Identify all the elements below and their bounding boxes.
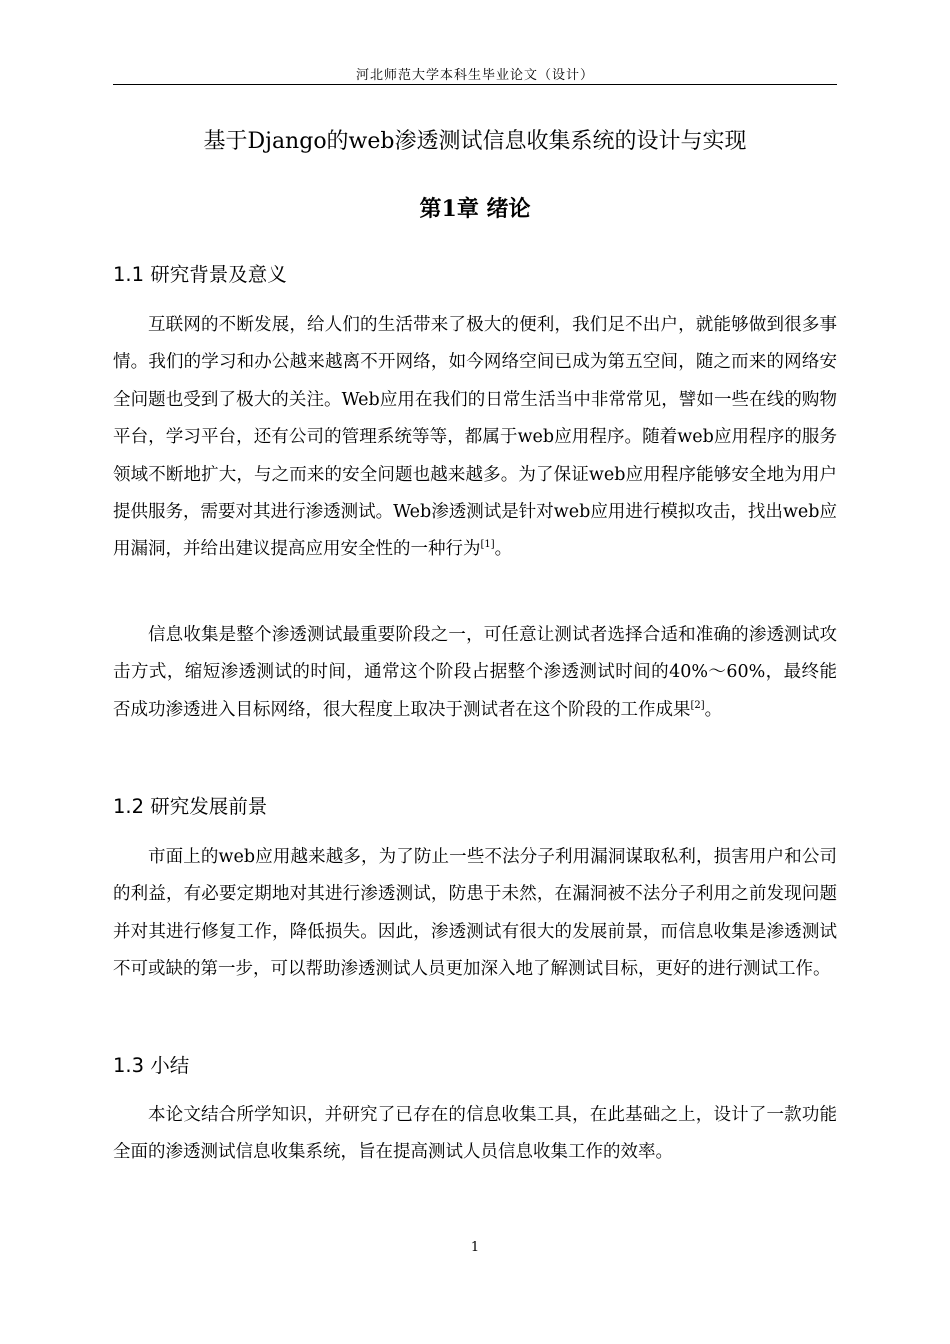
paragraph-background: [113, 307, 837, 569]
page-number: 1: [470, 1240, 480, 1255]
paragraph-summary: [113, 1097, 837, 1172]
citation-ref: [2]: [690, 699, 705, 711]
chapter-title: 第1章 绪论: [419, 196, 531, 222]
paragraph-prospects: [113, 839, 837, 989]
paragraph-text: 互联网的不断发展，给人们的生活带来了极大的便利，我们足不出户，就能够做到很多事情。我们的学习和办公越来越离不开网络，如今网络空间已成为第五空间，随之而来的网络安全问题也受到了极大的关注。Web应用在我们的日常生活当中非常常见，譬如一些在线的购物平台，学习平台，还有公司的管理系统等等，都属于web应用程序。随着web应用程序的服务领域不断地扩大，与之而来的安全问题也越来越多。为了保证web应用程序能够安全地为用户提供服务，需要对其进行渗透测试。Web渗透测试是针对web应用进行模拟攻击，找出web应用漏洞，并给出建议提高应用安全性的一种行为: [113, 315, 837, 560]
citation-ref: [1]: [480, 539, 495, 551]
paragraph-end: 。: [494, 539, 513, 560]
running-header: 河北师范大学本科生毕业论文（设计）: [355, 68, 594, 83]
paragraph-text: 本论文结合所学知识，并研究了已存在的信息收集工具，在此基础之上，设计了一款功能全面的渗透测试信息收集系统，旨在提高测试人员信息收集工作的效率。: [113, 1105, 837, 1163]
paragraph-text: 市面上的web应用越来越多，为了防止一些不法分子利用漏洞谋取私利，损害用户和公司的利益，有必要定期地对其进行渗透测试，防患于未然，在漏洞被不法分子利用之前发现问题并对其进行修复工作，降低损失。因此，渗透测试有很大的发展前景，而信息收集是渗透测试不可或缺的第一步，可以帮助渗透测试人员更加深入地了解测试目标，更好的进行测试工作。: [113, 847, 837, 980]
header-rule: [113, 84, 837, 85]
document-title: 基于Django的web渗透测试信息收集系统的设计与实现: [203, 129, 747, 154]
section-heading-1-2: 1.2 研究发展前景: [113, 795, 268, 818]
paragraph-text: 信息收集是整个渗透测试最重要阶段之一，可任意让测试者选择合适和准确的渗透测试攻击方式，缩短渗透测试的时间，通常这个阶段占据整个渗透测试时间的40%～60%，最终能否成功渗透进入目标网络，很大程度上取决于测试者在这个阶段的工作成果: [113, 625, 837, 720]
section-heading-1-3: 1.3 小结: [113, 1054, 190, 1077]
paragraph-info-gathering: [113, 617, 837, 729]
section-heading-1-1: 1.1 研究背景及意义: [113, 263, 287, 286]
paragraph-end: 。: [704, 699, 723, 720]
